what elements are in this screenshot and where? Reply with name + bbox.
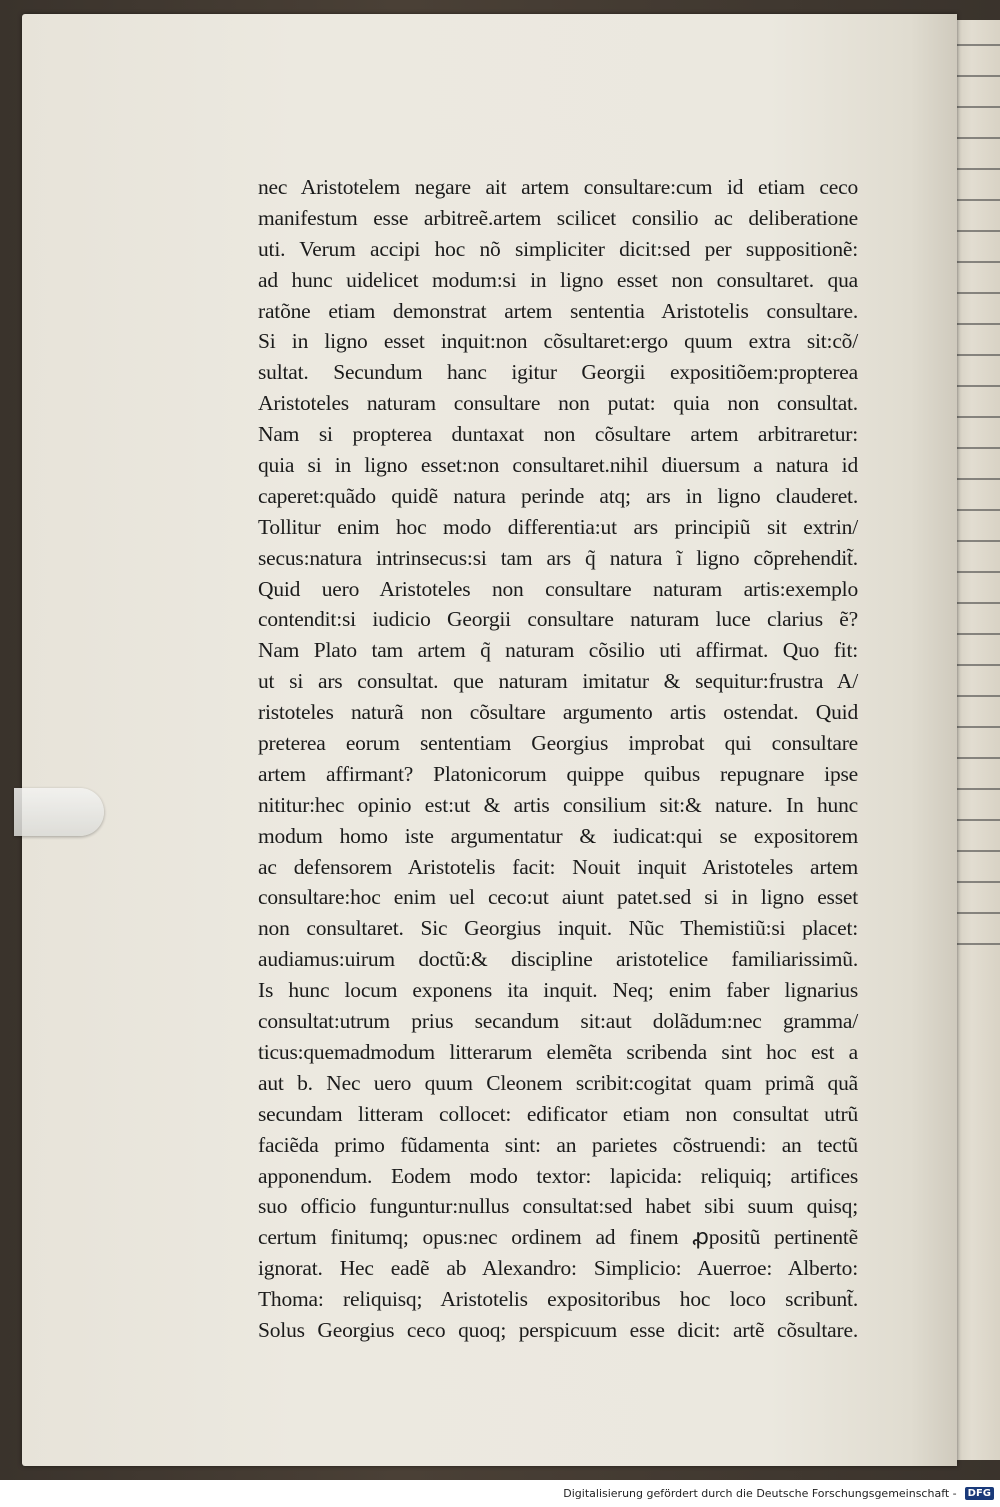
text-line: Si in ligno esset inquit:non cõsultaret:ergo quum extra sit:cõ/	[258, 329, 858, 354]
text-line: faciẽda primo fũdamenta sint: an parietes cõstruendi: an tectũ	[258, 1132, 858, 1157]
text-line: ac defensorem Aristotelis facit: Nouit inquit Aristoteles artem	[258, 854, 858, 879]
text-line: Thoma: reliquisq; Aristotelis expositoribus hoc loco scribunt̃.	[258, 1287, 858, 1312]
text-line: consultare:hoc enim uel ceco:ut aiunt patet.sed si in ligno esset	[258, 885, 858, 910]
text-line: nec Aristotelem negare ait artem consultare:cum id etiam ceco	[258, 175, 858, 199]
text-line: consultat:utrum prius secandum sit:aut dolãdum:nec gramma/	[258, 1009, 858, 1034]
text-line: secundam litteram collocet: edificator etiam non consultat utrũ	[258, 1101, 858, 1126]
text-line: ut si ars consultat. que naturam imitatur & sequitur:frustra A/	[258, 669, 858, 694]
text-line: suo officio funguntur:nullus consultat:sed habet sibi suum quisq;	[258, 1194, 858, 1219]
text-line: ticus:quemadmodum litterarum elemẽta scribenda sint hoc est a	[258, 1039, 858, 1064]
text-line: quia si in ligno esset:non consultaret.nihil diuersum a natura id	[258, 453, 858, 478]
text-line: non consultaret. Sic Georgius inquit. Nũc Themistiũ:si placet:	[258, 916, 858, 941]
text-line: aut b. Nec uero quum Cleonem scribit:cogitat quam primã quã	[258, 1070, 858, 1095]
text-line: Solus Georgius ceco quoq; perspicuum esse dicit: artẽ cõsultare.	[258, 1317, 858, 1342]
text-line: certum finitumq; opus:nec ordinem ad finem ꝓpositũ pertinentẽ	[258, 1225, 858, 1250]
text-line: ristoteles naturã non cõsultare argumento artis ostendat. Quid	[258, 700, 858, 725]
text-line: audiamus:uirum doctũ:& discipline aristotelice familiarissimũ.	[258, 947, 858, 972]
text-line: ratõne etiam demonstrat artem sententia Aristotelis consultare.	[258, 298, 858, 323]
text-line: ignorat. Hec eadẽ ab Alexandro: Simplicio: Auerroe: Alberto:	[258, 1256, 858, 1281]
digitization-footer	[0, 1480, 1000, 1507]
text-line: manifestum esse arbitreẽ.artem scilicet consilio ac deliberatione	[258, 205, 858, 230]
footer-credit: Digitalisierung gefördert durch die Deutsche Forschungsgemeinschaft -	[563, 1487, 957, 1500]
text-line: nititur:hec opinio est:ut & artis consilium sit:& nature. In hunc	[258, 792, 858, 817]
text-line: Nam Plato tam artem q̃ naturam cõsilio uti affirmat. Quo fit:	[258, 638, 858, 663]
text-line: Nam si propterea duntaxat non cõsultare artem arbitraretur:	[258, 422, 858, 447]
text-line: ad hunc uidelicet modum:si in ligno esset non consultaret. qua	[258, 267, 858, 292]
text-line: apponendum. Eodem modo textor: lapicida: reliquiq; artifices	[258, 1163, 858, 1188]
text-line: sultat. Secundum hanc igitur Georgii expositiõem:propterea	[258, 360, 858, 385]
text-line: contendit:si iudicio Georgii consultare naturam luce clarius ẽ?	[258, 607, 858, 632]
text-line: Quid uero Aristoteles non consultare naturam artis:exemplo	[258, 576, 858, 601]
text-line: preterea eorum sententiam Georgius improbat qui consultare	[258, 731, 858, 756]
page-text-block	[258, 172, 858, 1346]
text-line: artem affirmant? Platonicorum quippe quibus repugnare ipse	[258, 761, 858, 786]
text-line: Tollitur enim hoc modo differentia:ut ars principiũ sit extrin/	[258, 514, 858, 539]
dfg-logo: DFG	[965, 1487, 994, 1500]
text-line: caperet:quãdo quidẽ natura perinde atq; ars in ligno clauderet.	[258, 483, 858, 508]
text-line: Is hunc locum exponens ita inquit. Neq; enim faber lignarius	[258, 978, 858, 1003]
text-line: Aristoteles naturam consultare non putat: quia non consultat.	[258, 391, 858, 416]
text-line: uti. Verum accipi hoc nõ simpliciter dicit:sed per suppositionẽ:	[258, 236, 858, 261]
bookmark-strip	[14, 788, 104, 836]
text-line: modum homo iste argumentatur & iudicat:qui se expositorem	[258, 823, 858, 848]
text-line: secus:natura intrinsecus:si tam ars q̃ natura ĩ ligno cõprehendit̃.	[258, 545, 858, 570]
